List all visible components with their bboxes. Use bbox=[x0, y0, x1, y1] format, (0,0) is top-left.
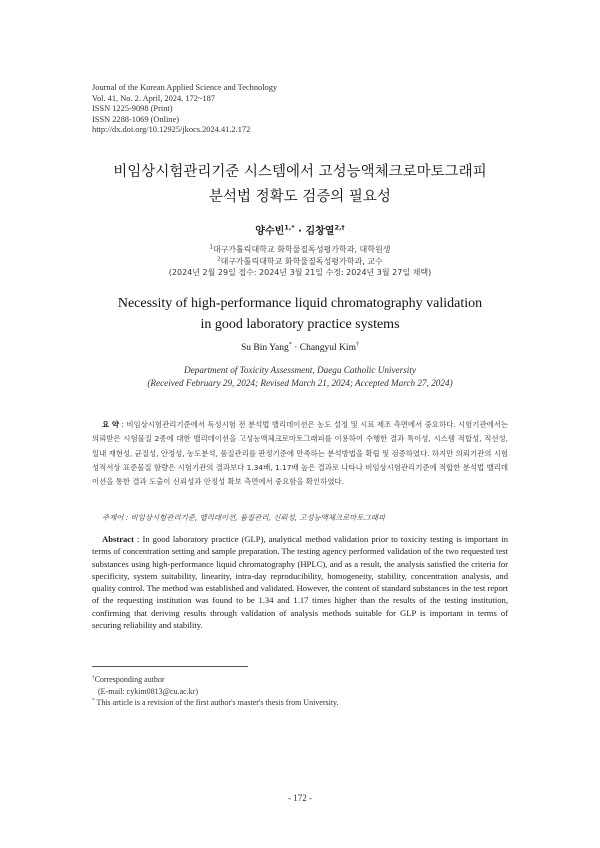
english-authors bbox=[0, 343, 600, 353]
english-title bbox=[0, 293, 600, 335]
english-title-line1: Necessity of high-performance liquid chromatography validation bbox=[117, 296, 483, 311]
korean-authors bbox=[0, 222, 600, 237]
english-dates: (Received February 29, 2024; Revised March 21, 2024; Accepted March 27, 2024) bbox=[147, 377, 453, 388]
author1-name: 양수빈 bbox=[255, 226, 285, 237]
korean-title-line2: 분석법 정확도 검증의 필요성 bbox=[209, 189, 391, 205]
korean-affiliations bbox=[0, 244, 600, 279]
affiliation-1: $^1$대구가톨릭대학교 화학물질독성평가학과, 대학원생 bbox=[209, 244, 391, 254]
en-author1-name: Su Bin Yang bbox=[240, 343, 289, 353]
corresponding-author-note: †Corresponding author bbox=[92, 674, 165, 684]
english-abstract bbox=[92, 533, 508, 631]
korean-abstract-text: : 비임상시험관리기준에서 독성시험 전 분석법 밸리데이션은 농도 설정 및 시료 제조 측면에서 중요하다. 시험기관에서는 의뢰받은 시험물질 2종에 대한 밸리데이션을 고성능액체크로마토그래피를 이용하여 수행한 결과 특이성, 시스템 적합성, 직선성, 일내 재현성, 균질성, 안정성, 농도분석, 품질관리를 판정기준에 만족하는 분석방법을 확립 및 검증하였다. 하지만 의뢰기관의 시험성적서상 표준물질 함량은 시험기관의 결과보다 1.34배, 1.17배 높은 결과로 나타나 비임상시험관리기준에 적합한 분석법 밸리데이션을 통한 결과 도출이 신뢰성과 안정성 확보 측면에서 중요함을 확인하였다. bbox=[92, 420, 509, 487]
author1-sup: 1,* bbox=[284, 223, 295, 232]
journal-name: Journal of the Korean Applied Science and Technology bbox=[92, 83, 278, 92]
affiliation-2: $^2$대구가톨릭대학교 화학물질독성평가학과, 교수 bbox=[217, 255, 383, 266]
korean-title bbox=[0, 160, 600, 210]
english-affiliation bbox=[0, 364, 600, 389]
english-abstract-label: Abstract bbox=[102, 534, 134, 544]
korean-abstract bbox=[92, 418, 508, 489]
korean-title-line1: 비임상시험관리기준 시스템에서 고성능액체크로마토그래피 bbox=[113, 164, 487, 180]
footnotes bbox=[92, 674, 339, 709]
english-title-line2: in good laboratory practice systems bbox=[200, 317, 400, 332]
journal-header bbox=[92, 83, 277, 136]
korean-dates: (2024년 2월 29일 접수: 2024년 3월 21일 수정: 2024년 3월 27일 채택) bbox=[168, 268, 432, 277]
thesis-mark: * bbox=[92, 697, 95, 704]
korean-keywords-text: : 비임상시험관리기준, 밸리데이션, 품질관리, 신뢰성, 고성능액체크로마토그래피 bbox=[123, 513, 386, 522]
journal-volume: Vol. 41, No. 2. April, 2024. 172~187 bbox=[92, 93, 216, 103]
aff2-sup: 2 bbox=[217, 255, 221, 262]
en-author2-name: Changyul Kim bbox=[299, 343, 356, 353]
author2-sup: 2,† bbox=[334, 223, 345, 232]
english-department: Department of Toxicity Assessment, Daegu Catholic University bbox=[184, 365, 416, 375]
korean-keywords bbox=[92, 512, 508, 523]
page-number: - 172 - bbox=[288, 793, 312, 803]
english-abstract-text: : In good laboratory practice (GLP), analytical method validation prior to toxicity testing is important in terms of concentration setting and sample preparation. The testing agency performed validation of the two requested test substances using high-performance liquid chromatography (HPLC), and as a result, the analysis satisfied the criteria for specificity, system suitability, linearity, intra-day reproducibility, homogeneity, stability, concentration analysis, and quality control. The method was established and validated. However, the content of standard substances in the test report of the requesting institution was found to be 1.34 and 1.17 times higher than the results of the testing institution, confirming that deriving results through validation of analysis methods suitable for GLP is important in terms of securing reliability and stability. bbox=[92, 534, 508, 631]
author2-name: 김창열 bbox=[305, 226, 335, 237]
en-author1-sup: * bbox=[288, 341, 292, 348]
corr-mark: † bbox=[92, 674, 95, 681]
footnote-divider bbox=[92, 666, 248, 667]
korean-keywords-label: 주제어 bbox=[102, 513, 124, 522]
author-separator: · bbox=[294, 226, 306, 237]
en-author-separator: · bbox=[291, 343, 300, 353]
korean-abstract-label: 요 약 bbox=[102, 420, 119, 429]
issn-online: ISSN 2288-1069 (Online) bbox=[92, 114, 180, 124]
aff1-sup: 1 bbox=[209, 244, 213, 251]
en-author2-sup: † bbox=[355, 341, 360, 348]
thesis-note: * This article is a revision of the first author's master's thesis from University. bbox=[92, 697, 339, 707]
corresponding-email: (E-mail: cykim0813@cu.ac.kr) bbox=[98, 686, 198, 696]
doi-link[interactable]: http://dx.doi.org/10.12925/jkocs.2024.41.2.172 bbox=[92, 125, 251, 134]
issn-print: ISSN 1225-9098 (Print) bbox=[92, 104, 173, 113]
